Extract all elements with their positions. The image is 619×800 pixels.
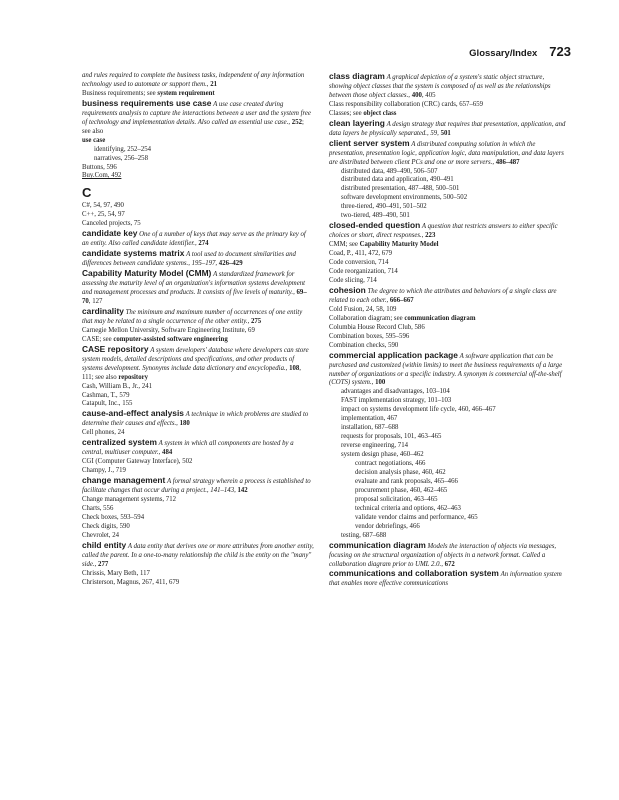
glossary-term: candidate key (82, 228, 138, 239)
page-refs: 100 (375, 379, 386, 387)
glossary-definition: A graphical depiction of a system's static object structure, showing object classes that the system is composed of as well as the relationships between those object classes., (329, 74, 551, 99)
index-text: proposal solicitation, 463–465 (355, 495, 438, 503)
index-entry (329, 306, 567, 315)
glossary-term: change management (82, 475, 166, 486)
index-text: distributed data, 489–490, 506–507 (341, 167, 438, 175)
glossary-entry (329, 541, 567, 570)
index-text: three-tiered, 490–491, 501–502 (341, 203, 427, 211)
glossary-definition: A tool used to document similarities and differences between candidate systems., 195–197, (82, 251, 296, 268)
index-text: installation, 687–688 (341, 424, 399, 432)
page-refs-extra: , 111; see also (82, 364, 301, 381)
section-label: Glossary/Index (469, 48, 538, 59)
index-text: Cell phones, 24 (82, 429, 125, 437)
glossary-entry (329, 351, 567, 389)
glossary-definition: A system in which all components are hosted by a central, multiuser computer., (82, 440, 294, 457)
index-entry (82, 496, 314, 505)
index-text: Buy.Com, 492 (82, 172, 122, 180)
page-refs: 252 (291, 118, 302, 126)
index-entry (82, 202, 314, 211)
glossary-definition: and rules required to complete the business tasks, independent of any information technology used to automate or support them., (82, 72, 305, 88)
index-text: Business requirements; see (82, 89, 158, 97)
page-refs: 223 (425, 232, 436, 240)
glossary-entry (82, 476, 314, 496)
glossary-term: centralized system (82, 437, 157, 448)
index-text: system design phase, 460–462 (341, 451, 424, 459)
index-text: Charts, 556 (82, 504, 114, 512)
index-text: distributed data and application, 490–491 (341, 176, 454, 184)
page-number: 723 (549, 44, 571, 59)
index-text: decision analysis phase, 460, 462 (355, 468, 446, 476)
index-text: Buttons, 596 (82, 163, 117, 171)
cross-reference: repository (118, 373, 149, 381)
index-entry (82, 172, 314, 181)
index-text: identifying, 252–254 (94, 145, 152, 153)
glossary-entry (82, 269, 314, 307)
index-text: Combination boxes, 595–596 (329, 332, 410, 340)
glossary-term: cardinality (82, 305, 124, 316)
index-subentry (329, 460, 567, 469)
index-entry (82, 505, 314, 514)
index-text: Code slicing, 714 (329, 276, 377, 284)
page-refs: 501 (440, 129, 451, 137)
index-text: two-tiered, 489–490, 501 (341, 212, 410, 220)
index-text: Check digits, 590 (82, 522, 130, 530)
glossary-definition: A use case created during requirements analysis to capture the interactions between a user and the system free of technology and implementation details. Also called an essential use case., (82, 100, 311, 126)
index-text: Code reorganization, 714 (329, 268, 398, 276)
page-refs: 484 (162, 449, 173, 457)
page-refs: 108 (289, 364, 300, 372)
glossary-entry (82, 345, 314, 383)
index-entry (82, 458, 314, 467)
glossary-entry (82, 249, 314, 269)
glossary-definition: The degree to which the attributes and behaviors of a single class are related to each other., (329, 287, 557, 304)
index-text: C++, 25, 54, 97 (82, 211, 125, 219)
index-text: CASE; see (82, 335, 114, 343)
glossary-definition: Models the interaction of objects via messages, focusing on the structural organization of objects in a network format. Called a collaboration diagram prior to UML 2.0., (329, 542, 557, 568)
glossary-definition: An information system that enables more effective communications (329, 571, 562, 588)
page-refs: 180 (179, 420, 190, 428)
index-text: evaluate and rank proposals, 465–466 (355, 477, 458, 485)
index-text: Columbia House Record Club, 586 (329, 323, 425, 331)
index-entry (82, 579, 314, 588)
index-text: Class responsibility collaboration (CRC) cards, 657–659 (329, 100, 484, 108)
index-subentry (329, 523, 567, 532)
index-text: Cash, William B., Jr., 241 (82, 382, 153, 390)
page-refs-extra: ; see also (82, 118, 304, 135)
glossary-entry (329, 72, 567, 101)
index-text: FAST implementation strategy, 101–103 (341, 397, 452, 405)
cross-reference: system requirement (157, 89, 215, 97)
page-refs: 69–70 (82, 289, 307, 305)
index-subentry (82, 155, 314, 164)
glossary-term: Capability Maturity Model (CMM) (82, 268, 212, 279)
page-refs: 21 (210, 80, 217, 88)
glossary-entry (82, 99, 314, 137)
index-subentry (329, 487, 567, 496)
index-subentry (329, 397, 567, 406)
index-text: requests for proposals, 101, 463–465 (341, 433, 442, 441)
index-subentry (329, 424, 567, 433)
index-entry (329, 101, 567, 110)
index-subentry (329, 442, 567, 451)
cross-reference: use case (82, 136, 106, 144)
glossary-definition: A formal strategy wherein a process is established to facilitate changes that occur during a project., 141–143, (82, 478, 311, 495)
index-text: Christerson, Magnus, 267, 411, 679 (82, 578, 180, 586)
index-subentry (329, 469, 567, 478)
glossary-entry (329, 139, 567, 168)
glossary-term: clean layering (329, 117, 385, 128)
index-text: CMM; see (329, 241, 360, 249)
index-text: contract negotiations, 466 (355, 460, 426, 468)
index-text: Cashman, T., 579 (82, 391, 130, 399)
index-subentry (329, 451, 567, 460)
glossary-term: client server system (329, 137, 410, 148)
index-text: distributed presentation, 487–488, 500–501 (341, 185, 460, 193)
glossary-definition: The minimum and maximum number of occurrences of one entity that may be related to a single occurrence of the other entity., (82, 308, 303, 325)
index-entry (82, 392, 314, 401)
index-text: technical criteria and options, 462–463 (355, 504, 461, 512)
index-text: Champy, J., 719 (82, 467, 126, 475)
glossary-term: communications and collaboration system (329, 568, 499, 579)
index-entry (82, 137, 314, 146)
page-refs-extra: , 127 (88, 297, 103, 305)
glossary-entry (329, 569, 567, 589)
index-entry (329, 268, 567, 277)
page-refs: 400 (411, 91, 422, 99)
index-subentry (329, 203, 567, 212)
glossary-term: child entity (82, 539, 127, 550)
index-entry (329, 315, 567, 324)
glossary-entry (329, 221, 567, 241)
page-refs: 672 (444, 560, 455, 568)
index-text: Cold Fusion, 24, 58, 109 (329, 305, 397, 313)
index-text: software development environments, 500–502 (341, 194, 468, 202)
index-subentry (329, 185, 567, 194)
index-subentry (329, 194, 567, 203)
glossary-term: CASE repository (82, 343, 149, 354)
running-head (469, 44, 571, 59)
index-subentry (329, 406, 567, 415)
page-refs: 274 (198, 240, 209, 248)
index-text: Code conversion, 714 (329, 259, 389, 267)
index-subentry (329, 433, 567, 442)
glossary-term: business requirements use case (82, 97, 212, 108)
index-text: Chevrolet, 24 (82, 531, 119, 539)
glossary-definition: A technique in which problems are studied to determine their causes and effects., (82, 411, 309, 428)
cross-reference: Capability Maturity Model (359, 241, 439, 249)
index-text: implementation, 467 (341, 415, 398, 423)
index-subentry (82, 146, 314, 155)
glossary-definition: A design strategy that requires that presentation, application, and data layers be physically separated., 59, (329, 120, 566, 137)
index-text: impact on systems development life cycle, 460, 466–467 (341, 406, 496, 414)
index-text: Check boxes, 593–594 (82, 513, 145, 521)
page-refs: 142 (237, 487, 248, 495)
index-subentry (329, 478, 567, 487)
glossary-entry (329, 119, 567, 139)
page-refs-extra: , 405 (421, 91, 436, 99)
index-entry (82, 327, 314, 336)
index-entry (329, 333, 567, 342)
glossary-entry (82, 438, 314, 458)
index-text: Change management systems, 712 (82, 495, 177, 503)
glossary-entry (82, 541, 314, 570)
glossary-definition: One of a number of keys that may serve as the primary key of an entity. Also called candidate identifier., (82, 231, 306, 248)
index-text: reverse engineering, 714 (341, 442, 408, 450)
glossary-term: closed-ended question (329, 220, 421, 231)
glossary-term: commercial application package (329, 349, 458, 360)
index-subentry (329, 176, 567, 185)
page-refs: 486–487 (495, 158, 520, 166)
glossary-term: communication diagram (329, 539, 426, 550)
glossary-definition: A standardized framework for assessing the maturity level of an organization's information systems development and management processes and products. It consists of five levels of maturity., (82, 271, 306, 297)
glossary-term: cause-and-effect analysis (82, 408, 184, 419)
index-entry (82, 570, 314, 579)
index-subentry (329, 388, 567, 397)
index-text: Catapult, Inc., 155 (82, 400, 133, 408)
index-text: narratives, 256–258 (94, 154, 148, 162)
index-entry (329, 250, 567, 259)
index-text: testing, 687–688 (341, 531, 387, 539)
section-letter: C (82, 185, 92, 201)
cross-reference: communication diagram (404, 314, 476, 322)
glossary-entry (329, 286, 567, 306)
index-text: Classes; see (329, 109, 364, 117)
cross-reference: computer-assisted software engineering (113, 335, 228, 343)
glossary-definition: A system developers' database where developers can store system models, detailed descriptions and specifications, and other products of systems development. Synonyms include data dictionary and encyclopedia., (82, 346, 309, 372)
index-subentry (329, 505, 567, 514)
glossary-definition: A question that restricts answers to either specific choices or short, direct responses., (329, 223, 558, 240)
index-text: validate vendor claims and performance, 465 (355, 513, 478, 521)
index-entry (82, 383, 314, 392)
index-text: Canceled projects, 75 (82, 220, 141, 228)
glossary-definition: A distributed computing solution in which the presentation, presentation logic, application logic, data manipulation, and data layers are distributed between client PCs and one or more servers., (329, 140, 564, 166)
glossary-entry (82, 409, 314, 429)
glossary-entry (82, 229, 314, 249)
index-subentry (329, 168, 567, 177)
index-entry (82, 514, 314, 523)
page-refs: 426–429 (218, 260, 243, 268)
cross-reference: object class (363, 109, 397, 117)
index-text: CGI (Computer Gateway Interface), 502 (82, 458, 193, 466)
glossary-term: cohesion (329, 284, 366, 295)
index-text: vendor debriefings, 466 (355, 522, 420, 530)
index-entry (82, 523, 314, 532)
index-text: procurement phase, 460, 462–465 (355, 486, 448, 494)
index-entry (329, 241, 567, 250)
index-text: Chrissis, Mary Beth, 117 (82, 569, 150, 577)
page-refs: 277 (98, 560, 109, 568)
glossary-definition: A data entity that derives one or more attributes from another entity, called the parent. In a one-to-many relationship the child is the entity on the "many" side., (82, 542, 314, 568)
index-text: Collaboration diagram; see (329, 314, 405, 322)
index-column-right (329, 72, 567, 589)
index-entry (329, 324, 567, 333)
index-entry (82, 211, 314, 220)
index-subentry (329, 514, 567, 523)
index-text: C#, 54, 97, 490 (82, 202, 124, 210)
glossary-definition: A software application that can be purchased and customized (within limits) to meet the business requirements of a large number of organizations or a specific industry. A synonym is commercial off-the-shelf (COTS) system., (329, 352, 563, 387)
continued-definition (82, 72, 314, 90)
index-text: advantages and disadvantages, 103–104 (341, 388, 450, 396)
page-refs: 275 (251, 317, 262, 325)
index-subentry (329, 415, 567, 424)
index-text: Combination checks, 590 (329, 341, 399, 349)
index-entry (82, 164, 314, 173)
index-entry (329, 259, 567, 268)
index-subentry (329, 496, 567, 505)
index-text: Carnegie Mellon University, Software Engineering Institute, 69 (82, 326, 255, 334)
glossary-term: class diagram (329, 71, 385, 81)
glossary-entry (82, 307, 314, 327)
index-text: Coad, P., 411, 472, 679 (329, 250, 393, 258)
index-column-left (82, 72, 314, 588)
glossary-term: candidate systems matrix (82, 248, 185, 259)
page-refs: 666–667 (389, 296, 414, 304)
